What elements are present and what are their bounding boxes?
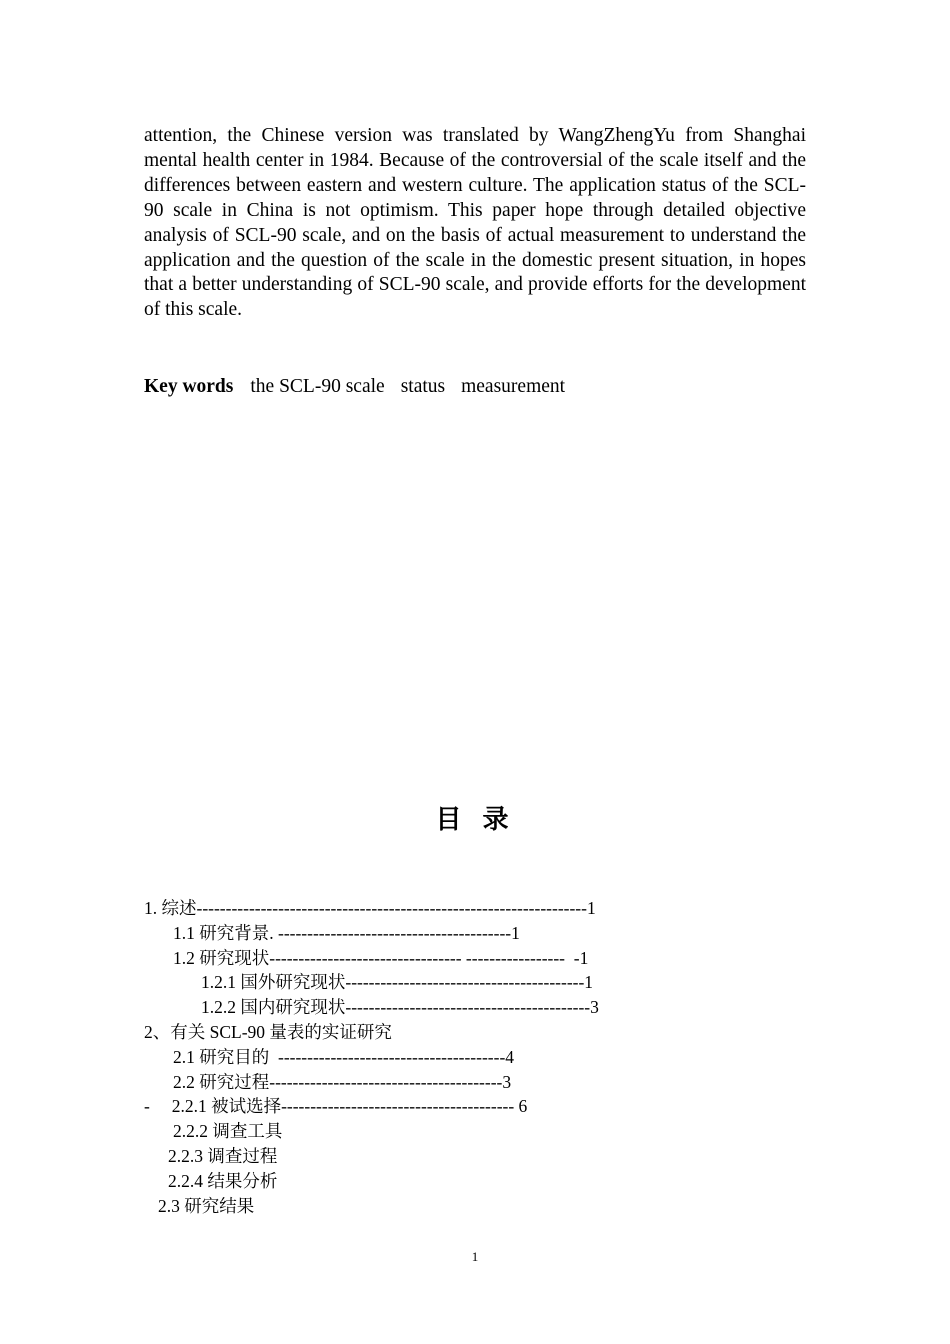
toc-entry-text: 2.2.3 调查过程 <box>168 1145 278 1166</box>
toc-entry-text: 1.2 研究现状--------------------------------- ----------------- -1 <box>173 947 589 968</box>
toc-entry-text: 2.2 研究过程----------------------------------------3 <box>173 1071 512 1092</box>
toc-entry <box>0 1119 950 1144</box>
toc-entry-text: - 2.2.1 被试选择---------------------------------------- 6 <box>144 1096 528 1117</box>
toc-entry-text: 2.3 研究结果 <box>158 1195 255 1216</box>
toc-entry <box>0 1144 950 1169</box>
toc-entry <box>0 1045 950 1070</box>
abstract-paragraph: attention, the Chinese version was translated by WangZhengYu from Shanghai mental health center in 1984. Because of the controversial of the scale itself and the differences between eastern and western culture. The application status of the SCL-90 scale in China is not optimism. This paper hope through detailed objective analysis of SCL-90 scale, and on the basis of actual measurement to understand the application and the question of the scale in the domestic present situation, in hopes that a better understanding of SCL-90 scale, and provide efforts for the development of this scale. <box>144 125 806 321</box>
toc-entry <box>0 995 950 1020</box>
toc-entry <box>0 1094 950 1119</box>
keyword-item: the SCL-90 scale <box>250 376 385 397</box>
toc-entry-text: 2、有关 SCL-90 量表的实证研究 <box>144 1021 392 1042</box>
toc-entry <box>0 896 950 921</box>
keyword-item: measurement <box>461 376 566 397</box>
toc-entry-text: 1. 综述-------------------------------------------------------------------1 <box>144 898 596 918</box>
table-of-contents <box>0 896 950 1218</box>
keywords-label: Key words <box>144 376 234 397</box>
toc-entry <box>0 1194 950 1219</box>
toc-entry <box>0 1020 950 1045</box>
toc-entry <box>0 946 950 971</box>
keywords-line <box>144 374 581 399</box>
toc-entry <box>0 1169 950 1194</box>
toc-title: 目 录 <box>435 805 515 835</box>
toc-entry-text: 2.2.4 结果分析 <box>168 1170 278 1191</box>
toc-entry <box>0 921 950 946</box>
toc-entry-text: 2.2.2 调查工具 <box>173 1121 283 1142</box>
page-number: 1 <box>471 1249 479 1264</box>
toc-entry-text: 2.1 研究目的 ---------------------------------------4 <box>173 1046 515 1067</box>
toc-entry-text: 1.2.1 国外研究现状-----------------------------------------1 <box>201 972 594 993</box>
keyword-item: status <box>400 376 446 397</box>
toc-entry-text: 1.2.2 国内研究现状------------------------------------------3 <box>201 997 599 1018</box>
toc-entry <box>0 1070 950 1095</box>
toc-entry-text: 1.1 研究背景. ----------------------------------------1 <box>173 922 520 943</box>
toc-entry <box>0 970 950 995</box>
